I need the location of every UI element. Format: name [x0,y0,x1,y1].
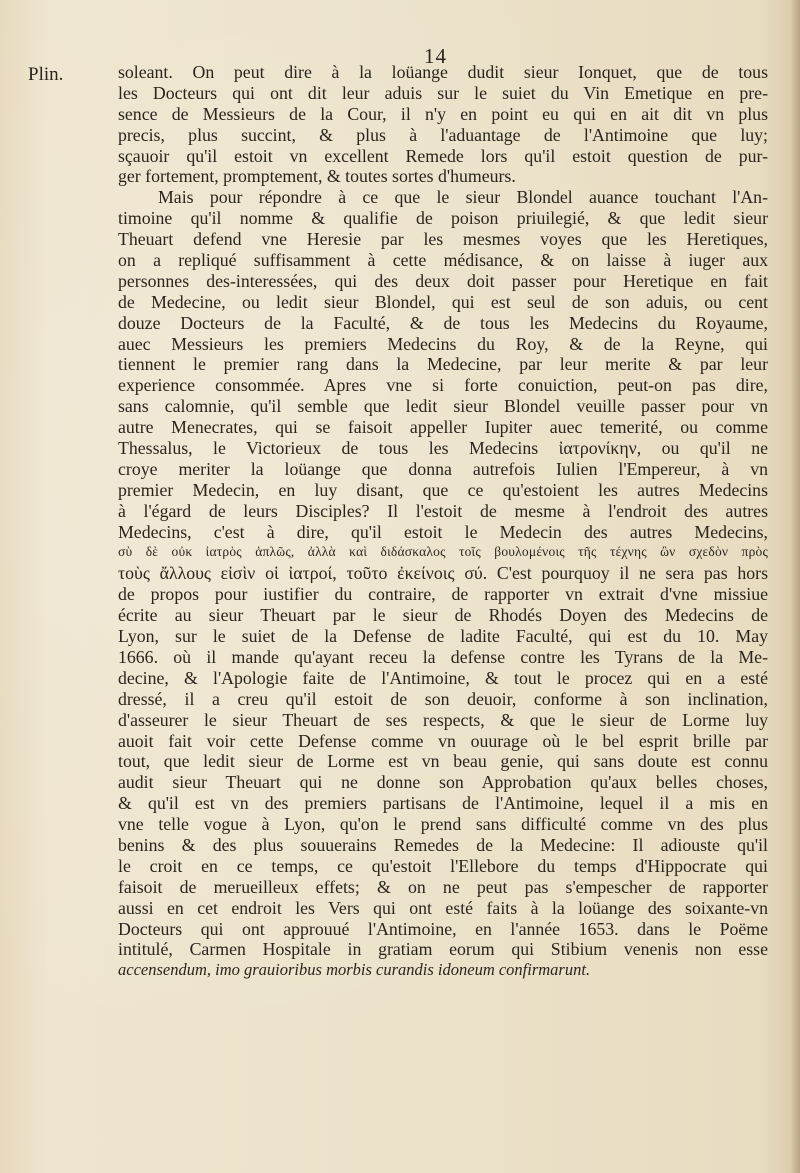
text-line: auoit fait voir cette Defense comme vn ouurage où le bel esprit brille par [118,730,768,751]
text-line: experience consommée. Apres vne si forte conuiction, peut-on pas dire, [118,375,768,396]
text-line: on a repliqué suffisamment à cette médisance, & on laisse à iuger aux [118,250,768,271]
text-line: dressé, il a creu qu'il estoit de son deuoir, conforme à son inclination, [118,688,768,709]
text-line: soleant. On peut dire à la loüange dudit sieur Ionquet, que de tous [118,62,768,82]
text-line: Docteurs qui ont approuué l'Antimoine, en l'année 1653. dans le Poëme [118,918,768,939]
text-line: de propos pour iustifier du contraire, de rapporter vn extrait d'vne missiue [118,584,768,605]
page-edge-shadow [790,0,800,1173]
text-line: faisoit de merueilleux effets; & on ne peut pas s'empescher de rapporter [118,876,768,897]
text-line: premier Medecin, en luy disant, que ce qu'estoient les autres Medecins [118,479,768,500]
text-line: τοὺς ἄλλους εἰσὶν οἱ ἰατροί, τοῦτο ἐκείνοις σύ. C'est pourquoy il ne sera pas hors [118,563,768,584]
text-line: écrite au sieur Theuart par le sieur de Rhodés Doyen des Medecins de [118,605,768,626]
text-line: croye meriter la loüange que donna autrefois Iulien l'Empereur, à vn [118,458,768,479]
text-line: Lyon, sur le suiet de la Defense de ladite Faculté, qui est du 10. May [118,626,768,647]
text-line: 1666. où il mande qu'ayant receu la defense contre les Tyrans de la Me- [118,646,768,667]
text-line: ger fortement, promptement, & toutes sortes d'humeurs. [118,166,516,187]
text-line: Mais pour répondre à ce que le sieur Blondel auance touchant l'An- [158,187,768,208]
text-line: sence de Messieurs de la Cour, il n'y en point eu qui en ait dit vn plus [118,103,768,124]
text-line: benins & des plus souuerains Remedes de la Medecine: Il adiouste qu'il [118,834,768,855]
text-line: les Docteurs qui ont dit leur aduis sur le suiet du Vin Emetique en pre- [118,82,768,103]
text-line: timoine qu'il nomme & qualifie de poison priuilegié, & que ledit sieur [118,208,768,229]
text-line: audit sieur Theuart qui ne donne son Approbation qu'aux belles choses, [118,772,768,793]
text-line: douze Docteurs de la Faculté, & de tous les Medecins du Royaume, [118,312,768,333]
page-number: 14 [424,44,447,68]
text-line: personnes des-interessées, qui des deux doit passer pour Heretique en fait [118,270,768,291]
text-line: d'asseurer le sieur Theuart de ses respects, & que le sieur de Lorme luy [118,709,768,730]
body-text [118,62,768,981]
text-line: autre Menecrates, qui se faisoit appeller Iupiter auec temerité, ou comme [118,417,768,438]
text-line: aussi en cet endroit les Vers qui ont esté faits à la loüange des soixante-vn [118,897,768,918]
text-line: & qu'il est vn des premiers partisans de l'Antimoine, lequel il a mis en [118,793,768,814]
text-line: intitulé, Carmen Hospitale in gratiam eorum qui Stibium venenis non esse [118,939,768,960]
text-line: decine, & l'Apologie faite de l'Antimoine, & tout le procez qui en a esté [118,667,768,688]
text-line: vne telle vogue à Lyon, qu'on le prend sans difficulté comme vn des plus [118,814,768,835]
text-line: tiennent le premier rang dans la Medecine, par leur merite & par leur [118,354,768,375]
text-line: sans calomnie, qu'il semble que ledit sieur Blondel veuille passer pour vn [118,396,768,417]
text-line: Theuart defend vne Heresie par les mesmes voyes que les Heretiques, [118,229,768,250]
text-line: à l'égard de leurs Disciples? Il l'estoit de mesme à l'endroit des autres [118,500,768,521]
text-line: auec Messieurs les premiers Medecins du Roy, & de la Reyne, qui [118,333,768,354]
text-line: tout, que ledit sieur de Lorme est vn beau genie, qui sans doute est connu [118,751,768,772]
text-line: σὺ δὲ οὐκ ἰατρὸς ἁπλῶς, ἀλλὰ καὶ διδάσκαλος τοῖς βουλομένοις τῆς τέχνης ὢν σχεδὸν πρὸς [118,544,768,560]
text-line: sçauoir qu'il estoit vn excellent Remede lors qu'il estoit question de pur- [118,145,768,166]
text-line: accensendum, imo grauioribus morbis curandis idoneum confirmarunt. [118,960,591,980]
text-line: de Medecine, ou ledit sieur Blondel, qui est seul de son aduis, ou cent [118,291,768,312]
text-line: precis, plus succint, & plus à l'aduantage de l'Antimoine que luy; [118,124,768,145]
margin-note: Plin. [28,64,64,85]
text-line: le croit en ce temps, ce qu'estoit l'Ellebore du temps d'Hippocrate qui [118,855,768,876]
text-line: Thessalus, le Victorieux de tous les Medecins ἰατρονίκην, ou qu'il ne [118,438,768,459]
text-line: Medecins, c'est à dire, qu'il estoit le Medecin des autres Medecins, [118,521,768,542]
